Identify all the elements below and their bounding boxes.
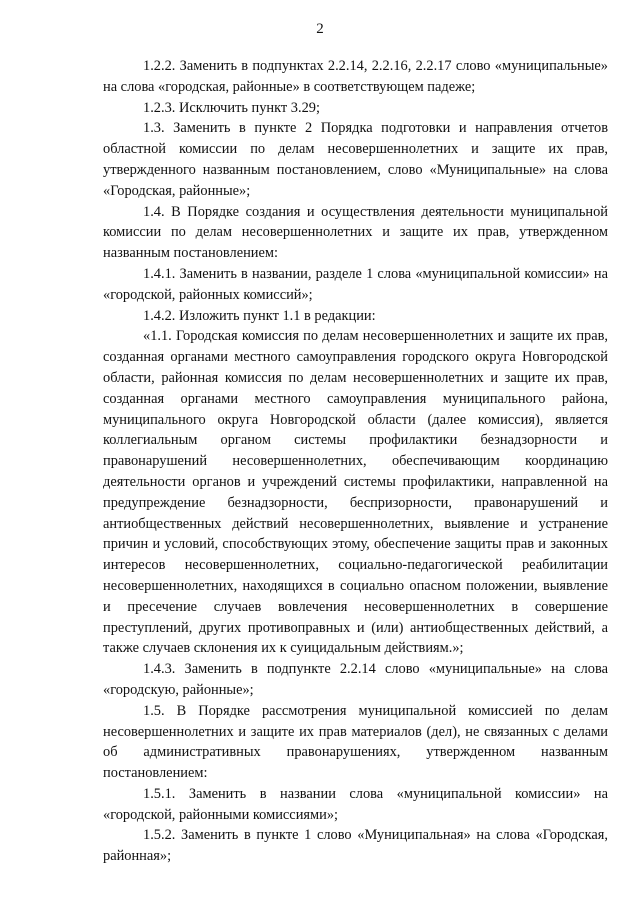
page-number: 2 bbox=[316, 21, 324, 37]
paragraph-1-3: 1.3. Заменить в пункте 2 Порядка подготовки и направления отчетов областной комиссии по делам несовершеннолетних и защите их прав, утвержденного названным постановлением, слово «Муниципальные» на слова «Городская, районные»; bbox=[103, 120, 608, 199]
paragraph-1-5-2: 1.5.2. Заменить в пункте 1 слово «Муниципальная» на слова «Городская, районная»; bbox=[103, 827, 608, 865]
paragraph-1-5: 1.5. В Порядке рассмотрения муниципальной комиссией по делам несовершеннолетних и защите их прав материалов (дел), не связанных с делами об административных правонарушениях, утвержденном названным постановлением: bbox=[103, 702, 608, 782]
paragraph-quoted-1-1: «1.1. Городская комиссия по делам несовершеннолетних и защите их прав, созданная органами местного самоуправления городского округа Новгородской области, районная комиссия по делам несовершеннолетних и защите их прав, созданная органами местного самоуправления муниципального района, муниципального округа Новгородской области (далее комиссия), является коллегиальным органом системы профилактики безнадзорности и правонарушений несовершеннолетних, обеспечивающим координацию деятельности органов и учреждений системы профилактики, направленной на предупреждение безнадзорности, беспризорности, правонарушений и антиобщественных действий несовершеннолетних, выявление и устранение причин и условий, способствующих этому, обеспечение защиты прав и законных интересов несовершеннолетних, социально-педагогической реабилитации несовершеннолетних, находящихся в социально опасном положении, выявление и пресечение случаев вовлечения несовершеннолетних в совершение преступлений, других противоправных и (или) антиобщественных действий, а также случаев склонения их к суицидальным действиям.»; bbox=[103, 328, 608, 657]
paragraph-1-4: 1.4. В Порядке создания и осуществления деятельности муниципальной комиссии по делам несовершеннолетних и защите их прав, утвержденном названным постановлением: bbox=[103, 203, 608, 262]
paragraph-1-2-2: 1.2.2. Заменить в подпунктах 2.2.14, 2.2.16, 2.2.17 слово «муниципальные» на слова «городская, районные» в соответствующем падеже; bbox=[103, 58, 608, 95]
paragraph-1-4-3: 1.4.3. Заменить в подпункте 2.2.14 слово «муниципальные» на слова «городскую, районные»; bbox=[103, 661, 608, 698]
paragraph-1-5-1: 1.5.1. Заменить в названии слова «муниципальной комиссии» на «городской, районными комиссиями»; bbox=[103, 785, 608, 823]
paragraph-1-4-2: 1.4.2. Изложить пункт 1.1 в редакции: bbox=[143, 307, 376, 324]
paragraph-1-2-3: 1.2.3. Исключить пункт 3.29; bbox=[143, 99, 320, 116]
paragraph-1-4-1: 1.4.1. Заменить в названии, разделе 1 слова «муниципальной комиссии» на «городской, районных комиссий»; bbox=[103, 265, 608, 303]
document-body bbox=[103, 56, 608, 867]
